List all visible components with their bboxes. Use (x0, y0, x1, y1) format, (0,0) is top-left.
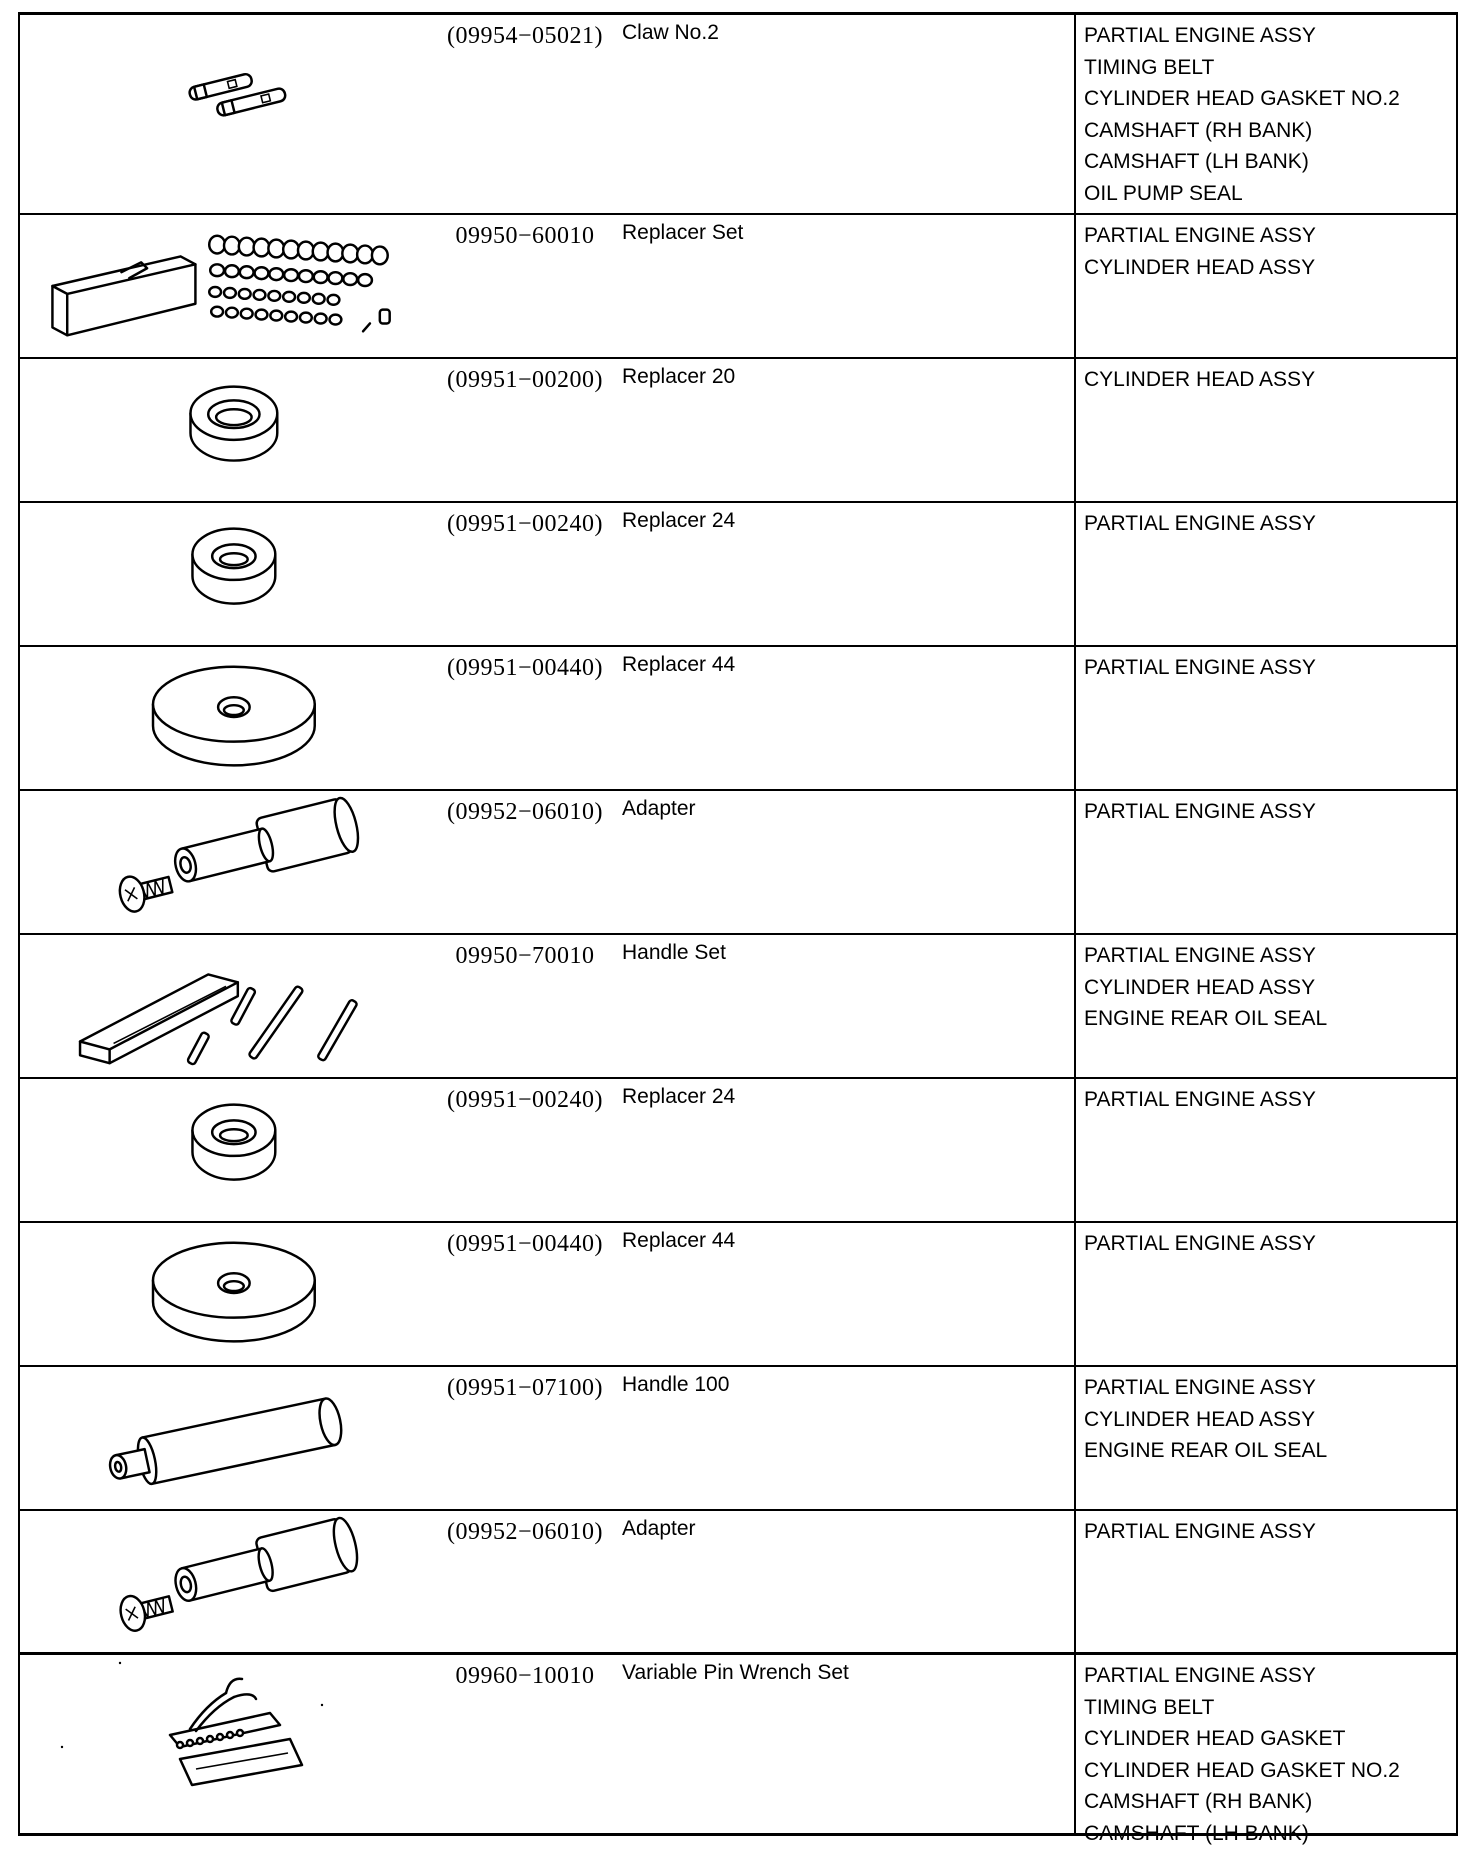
claw-icon (20, 15, 430, 213)
part-number: (09951−00240) (432, 1087, 618, 1114)
usage-item: PARTIAL ENGINE ASSY (1084, 652, 1316, 684)
table-row (20, 15, 1456, 215)
adapter-icon (20, 791, 430, 933)
replacer-large-icon (20, 1223, 430, 1365)
usage-list (1084, 940, 1327, 1035)
usage-item: PARTIAL ENGINE ASSY (1084, 1516, 1316, 1548)
usage-list (1084, 1516, 1316, 1548)
usage-item: CYLINDER HEAD ASSY (1084, 364, 1315, 396)
handle-icon (20, 1367, 430, 1509)
pin-wrench-set-icon (20, 1655, 430, 1837)
tool-name: Replacer 44 (622, 653, 735, 677)
tool-name: Replacer 24 (622, 1085, 735, 1109)
table-row (20, 503, 1456, 647)
usage-list (1084, 220, 1316, 283)
usage-item: CYLINDER HEAD GASKET NO.2 (1084, 1755, 1400, 1787)
usage-item: PARTIAL ENGINE ASSY (1084, 1660, 1400, 1692)
usage-item: PARTIAL ENGINE ASSY (1084, 508, 1316, 540)
table-row (20, 935, 1456, 1079)
adapter-icon (20, 1511, 430, 1652)
usage-item: TIMING BELT (1084, 52, 1400, 84)
tool-name: Replacer 20 (622, 365, 735, 389)
usage-item: CAMSHAFT (LH BANK) (1084, 1818, 1400, 1849)
usage-item: PARTIAL ENGINE ASSY (1084, 220, 1316, 252)
part-number: 09950−70010 (432, 943, 618, 970)
table-row (20, 647, 1456, 791)
part-number: 09960−10010 (432, 1663, 618, 1690)
table-row (20, 215, 1456, 359)
usage-item: PARTIAL ENGINE ASSY (1084, 1372, 1327, 1404)
table-row (20, 1079, 1456, 1223)
part-number: (09954−05021) (432, 23, 618, 50)
tool-name: Replacer Set (622, 221, 743, 245)
tool-name: Handle 100 (622, 1373, 729, 1397)
replacer-large-icon (20, 647, 430, 789)
tool-name: Adapter (622, 1517, 696, 1541)
tool-name: Replacer 24 (622, 509, 735, 533)
usage-list (1084, 1084, 1316, 1116)
part-number: 09950−60010 (432, 223, 618, 250)
usage-list (1084, 1228, 1316, 1260)
table-row (20, 1511, 1456, 1655)
part-number: (09951−00240) (432, 511, 618, 538)
usage-item: PARTIAL ENGINE ASSY (1084, 940, 1327, 972)
usage-item: OIL PUMP SEAL (1084, 178, 1400, 210)
table-row (20, 1655, 1456, 1837)
usage-list (1084, 508, 1316, 540)
usage-item: CAMSHAFT (RH BANK) (1084, 1786, 1400, 1818)
part-number: (09951−07100) (432, 1375, 618, 1402)
table-row (20, 1223, 1456, 1367)
usage-item: PARTIAL ENGINE ASSY (1084, 1084, 1316, 1116)
usage-item: CYLINDER HEAD GASKET NO.2 (1084, 83, 1400, 115)
part-number: (09952−06010) (432, 799, 618, 826)
usage-list (1084, 796, 1316, 828)
usage-list (1084, 1660, 1400, 1849)
replacer-small-icon (20, 359, 430, 501)
part-number: (09951−00200) (432, 367, 618, 394)
tool-name: Variable Pin Wrench Set (622, 1661, 849, 1685)
part-number: (09952−06010) (432, 1519, 618, 1546)
part-number: (09951−00440) (432, 1231, 618, 1258)
tool-name: Handle Set (622, 941, 726, 965)
replacer-set-icon (20, 215, 430, 357)
table-row (20, 1367, 1456, 1511)
table-row (20, 791, 1456, 935)
usage-list (1084, 1372, 1327, 1467)
usage-item: CAMSHAFT (RH BANK) (1084, 115, 1400, 147)
usage-item: ENGINE REAR OIL SEAL (1084, 1435, 1327, 1467)
sst-table (18, 12, 1458, 1836)
part-number: (09951−00440) (432, 655, 618, 682)
usage-item: CAMSHAFT (LH BANK) (1084, 146, 1400, 178)
replacer-small-icon (20, 1079, 430, 1221)
usage-item: ENGINE REAR OIL SEAL (1084, 1003, 1327, 1035)
tool-name: Claw No.2 (622, 21, 719, 45)
usage-item: CYLINDER HEAD GASKET (1084, 1723, 1400, 1755)
usage-item: PARTIAL ENGINE ASSY (1084, 20, 1400, 52)
usage-item: PARTIAL ENGINE ASSY (1084, 1228, 1316, 1260)
tool-name: Adapter (622, 797, 696, 821)
table-row (20, 359, 1456, 503)
handle-set-icon (20, 935, 430, 1077)
usage-list (1084, 364, 1315, 396)
usage-item: CYLINDER HEAD ASSY (1084, 972, 1327, 1004)
usage-item: PARTIAL ENGINE ASSY (1084, 796, 1316, 828)
usage-item: CYLINDER HEAD ASSY (1084, 1404, 1327, 1436)
tool-name: Replacer 44 (622, 1229, 735, 1253)
replacer-small-icon (20, 503, 430, 645)
usage-list (1084, 652, 1316, 684)
usage-item: TIMING BELT (1084, 1692, 1400, 1724)
usage-item: CYLINDER HEAD ASSY (1084, 252, 1316, 284)
usage-list (1084, 20, 1400, 209)
